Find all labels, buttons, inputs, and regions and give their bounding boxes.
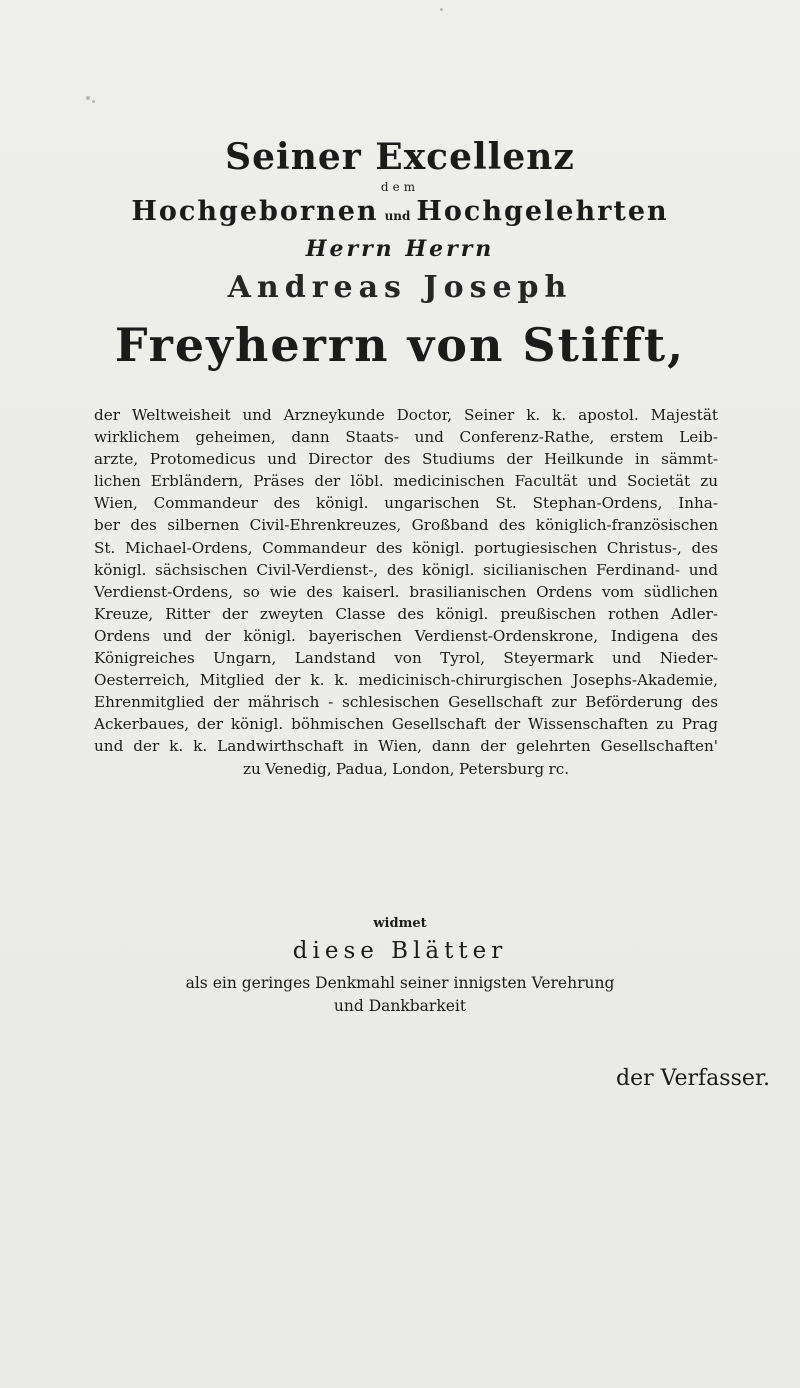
- dedication-closing-line-2: und Dankbarkeit: [333, 997, 467, 1015]
- dedication-body-line: ber des silbernen Civil-Ehrenkreuzes, Großband des königlich-französischen: [94, 516, 718, 535]
- dedication-honorifics: [0, 196, 800, 227]
- dedication-body-line: Ordens und der königl. bayerischen Verdienst-Ordenskrone, Indigena des: [94, 626, 718, 645]
- dedication-body-line: Ehrenmitglied der mährisch - schlesischen Gesellschaft zur Beförderung des: [94, 693, 718, 712]
- dedication-body-line: St. Michael-Ordens, Commandeur des königl. portugiesischen Christus-, des: [94, 538, 718, 557]
- hochgelehrten-text: Hochgelehrten: [416, 196, 669, 227]
- dedication-title: Seiner Excellenz: [225, 136, 575, 178]
- dedication-body-line: Wien, Commandeur des königl. ungarischen St. Stephan-Ordens, Inha-: [94, 494, 718, 513]
- dedication-herrn: Herrn Herrn: [305, 236, 495, 262]
- paper-speck: [86, 96, 90, 100]
- dedicatee-title: Freyherrn von Stifft,: [114, 318, 686, 372]
- dedicatee-name: Andreas Joseph: [227, 270, 573, 305]
- hochgebornen-text: Hochgebornen: [131, 196, 379, 227]
- paper-speck: [92, 100, 95, 103]
- dedication-body-line: arzte, Protomedicus und Director des Studiums der Heilkunde in sämmt-: [94, 450, 718, 469]
- dedication-body-line: Kreuze, Ritter der zweyten Classe des königl. preußischen rothen Adler-: [94, 604, 718, 623]
- dedication-body-line: lichen Erbländern, Präses der löbl. medicinischen Facultät und Societät zu: [94, 472, 718, 491]
- dedication-body-line: Königreiches Ungarn, Landstand von Tyrol, Steyermark und Nieder-: [94, 649, 718, 668]
- dedication-closing-line-1: als ein geringes Denkmahl seiner innigsten Verehrung: [185, 974, 615, 992]
- und-text: und: [384, 209, 411, 223]
- dedication-body-line: Ackerbaues, der königl. böhmischen Gesellschaft der Wissenschaften zu Prag: [94, 715, 718, 734]
- dedication-body-line: Verdienst-Ordens, so wie des kaiserl. brasilianischen Ordens vom südlichen: [94, 582, 718, 601]
- dedication-body-line: der Weltweisheit und Arzneykunde Doctor, Seiner k. k. apostol. Majestät: [94, 406, 718, 424]
- dedication-body-line: königl. sächsischen Civil-Verdienst-, des königl. sicilianischen Ferdinand- und: [94, 560, 718, 579]
- dedication-body-line: wirklichem geheimen, dann Staats- und Conferenz-Rathe, erstem Leib-: [94, 428, 718, 447]
- paper-speck: [440, 8, 443, 11]
- dedication-body-line: Oesterreich, Mitglied der k. k. medicinisch-chirurgischen Josephs-Akademie,: [94, 671, 718, 690]
- dedication-body: [94, 404, 718, 780]
- dedication-body-line: zu Venedig, Padua, London, Petersburg rc.: [242, 759, 570, 778]
- widmet-text: widmet: [373, 916, 427, 931]
- dedication-body-line: und der k. k. Landwirthschaft in Wien, dann der gelehrten Gesellschaften': [94, 737, 718, 756]
- diese-blaetter-text: diese Blätter: [292, 938, 508, 964]
- dedication-dem: dem: [380, 180, 420, 194]
- author-signature: der Verfasser.: [616, 1066, 770, 1091]
